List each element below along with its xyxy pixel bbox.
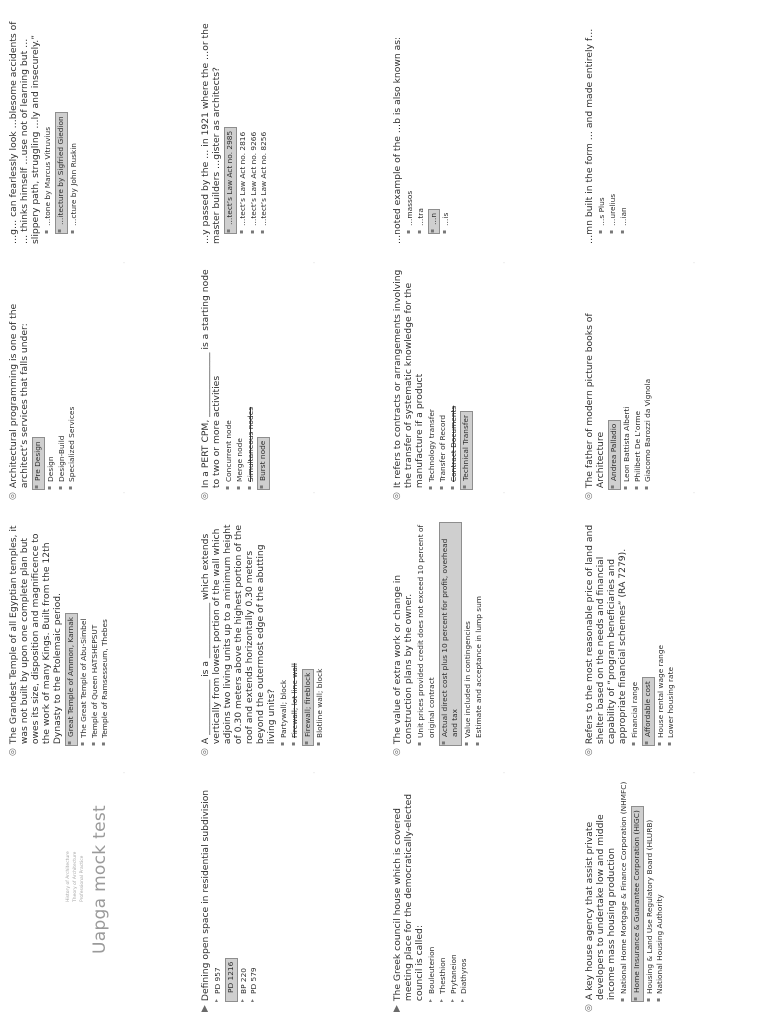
option-item: ▸ Prytaneion: [449, 778, 460, 1002]
target-bullet-icon: ◎: [8, 492, 18, 500]
options-list: [427, 778, 470, 1002]
option-item: ▪ Contract Documents: [449, 266, 460, 490]
subtitle-line: History of Architecture: [66, 851, 71, 902]
option-item: ▪ Value included in contingencies: [463, 522, 474, 746]
option-item: ▪ Blotline wall; block: [315, 522, 326, 746]
question-text: Refers to the most reasonable price of land and shelter based on the needs and financial capability of “program beneficiaries and appropriate financial schemes” (RA 7279).: [584, 524, 629, 745]
title-subtitles: [66, 851, 87, 902]
question-slide: [384, 512, 576, 768]
option-item: ▪ Design: [46, 266, 57, 490]
separator-dot: ·: [500, 771, 509, 774]
option-item: ▪ Temple of Ramsesseum, Thebes: [100, 522, 111, 746]
subtitle-line: Professional Practice: [79, 855, 85, 902]
separator-dot: ·: [310, 771, 319, 774]
option-item: ▪ Firewall; lot line wall: [290, 522, 301, 746]
option-item-answer: ▪ Pre Design: [32, 437, 45, 490]
title-slide: [0, 768, 192, 1024]
option-item: ▪ …tect’s Law Act no. 8256: [259, 10, 270, 234]
bullet-arrow-icon: ▶: [392, 1005, 402, 1012]
option-item: ▪ …tect’s Law Act no. 2816: [238, 10, 249, 234]
option-item: ▸ Thesthion: [438, 778, 449, 1002]
option-item: ▪ …cture by John Ruskin: [69, 10, 80, 234]
target-bullet-icon: ◎: [584, 1004, 594, 1012]
option-item-answer: ▪ …tect’s Law Act no. 2985: [224, 127, 237, 234]
option-item: ▪ Estimate and acceptance in lump sum: [474, 522, 485, 746]
question-text: The Greek council house which is covered meeting place for the democratically-elected council is called:: [392, 793, 426, 1002]
option-item: ▸ PD 579: [249, 778, 260, 1002]
options-list: [224, 10, 270, 234]
option-item: ▪ Merge node: [235, 266, 246, 490]
option-item: ▪ Temple of Queen HATSHEPSUT: [90, 522, 101, 746]
target-bullet-icon: ◎: [200, 492, 210, 500]
option-item: ▪ …massos: [405, 10, 416, 234]
option-item: ▪ Unit prices provided credit does not exceed 10 percent of original contract: [416, 522, 437, 746]
options-list: [630, 522, 677, 746]
options-list: [213, 778, 260, 1002]
option-item: ▸ BP 220: [239, 778, 250, 1002]
options-list: [279, 522, 326, 746]
option-item: ▪ Technology transfer: [427, 266, 438, 490]
page-title: Uapga mock test: [90, 805, 110, 954]
options-list: [416, 522, 484, 746]
option-item: ▪ National Housing Authority: [655, 778, 666, 1002]
option-item: ▪ Design-Build: [57, 266, 68, 490]
options-list: [32, 266, 78, 490]
option-item: ▪ The Great Temple of Abu-Simbel: [79, 522, 90, 746]
option-item: ▪ Giacomo Barozzi da Vignola: [643, 266, 654, 490]
option-item: ▪ Partywall; block: [279, 522, 290, 746]
option-item: ▪ National Home Mortgage & Finance Corporation (NHMFC): [619, 778, 630, 1002]
option-item: ▪ Financial range: [630, 522, 641, 746]
question-text: …mn built in the form … and made entirely f…: [584, 28, 595, 244]
option-item-answer: PD 1216: [225, 958, 238, 1002]
option-item: ▪ …tra: [416, 10, 427, 234]
question-text: A key house agency that assist private developers to undertake low and middle income mass housing production: [584, 814, 618, 1001]
target-bullet-icon: ◎: [392, 748, 402, 756]
options-list: [427, 266, 473, 490]
question-slide-partial: [384, 0, 576, 256]
option-item: ▪ Specialized Services: [67, 266, 78, 490]
question-text: The father of modern picture books of Architecture: [584, 313, 607, 489]
option-item-answer: ▪ Burst node: [257, 437, 270, 490]
options-list: [597, 10, 629, 234]
question-slide: [192, 512, 384, 768]
option-item: ▪ …s Plus: [597, 10, 608, 234]
separator-dot: ·: [500, 261, 509, 264]
option-item-answer: ▪ Andrea Palladio: [608, 420, 621, 490]
separator-dot: ·: [120, 771, 129, 774]
separator-dot: ·: [690, 261, 699, 264]
option-item: ▪ Simultaneous nodes: [246, 266, 257, 490]
option-item-answer: ▪ …n: [428, 209, 441, 234]
separator-dot: ·: [310, 491, 319, 494]
option-item: ▪ …is: [441, 10, 452, 234]
question-text: The Grandest Temple of all Egyptian temples, it was not built by upon one complete plan but owes its size, disposition and magnificence to the work of many Kings. Built from the 12th Dynasty to the Ptolemaic period.: [8, 525, 64, 745]
options-list: [43, 10, 79, 234]
target-bullet-icon: ◎: [584, 748, 594, 756]
options-list: [224, 266, 270, 490]
question-text: Architectural programming is one of the architect’s services that falls under:: [8, 303, 31, 489]
option-item-answer: ▪ Affordable cost: [642, 677, 655, 746]
option-item: ▪ Leon Battista Alberti: [622, 266, 633, 490]
question-slide: [576, 768, 768, 1024]
question-text: …y passed by the … in 1921 where the …or the master builders …gister as architects?: [200, 23, 223, 244]
option-item: ▪ Concurrent node: [224, 266, 235, 490]
option-item-answer: ▪ Firewall; fireblock: [302, 669, 315, 746]
question-text: …g… can fearlessly look …blesome accidents of … thinks himself …use not of learning but …slippery path, struggling …ly and insecurely.”: [8, 21, 42, 244]
option-item-answer: ▪ Actual direct cost plus 10 percent for profit, overhead and tax: [439, 522, 462, 746]
question-text: It refers to contracts or arrangements involving the transfer of systematic knowledge for the manufacture if a product: [392, 269, 426, 489]
option-item: ▪ …urelius: [608, 10, 619, 234]
question-slide: [192, 256, 384, 512]
question-slide: [0, 256, 192, 512]
question-slide-partial: [0, 0, 192, 256]
question-slide: [576, 512, 768, 768]
options-list: [619, 778, 666, 1002]
question-text: Defining open space in residential subdivision: [200, 789, 211, 1002]
target-bullet-icon: ◎: [392, 492, 402, 500]
option-item: ▪ …tone by Marcus Vitruvius: [43, 10, 54, 234]
option-item-answer: ▪ Technical Transfer: [460, 411, 473, 490]
option-item-answer: ▪ Home Insurance & Guarantee Corporation (HIGC): [631, 806, 644, 1002]
options-list: [608, 266, 654, 490]
question-text: A ____________ is a ____________ which extends vertically from lowest portion of the wall which adjoins two living units up to a minimum height of 0.30 meters above the highest portion of the roof and extends horizontally 0.30 meters beyond the outermost edge of the abutting living units?: [200, 524, 278, 745]
target-bullet-icon: ◎: [200, 748, 210, 756]
option-item-answer: ▪ Great Temple of Ammon, Karnak: [65, 613, 78, 746]
option-item: ▸ Diathyros: [459, 778, 470, 1002]
question-slide-partial: [576, 0, 768, 256]
separator-dot: ·: [310, 261, 319, 264]
option-item: ▸ Bouleuterion: [427, 778, 438, 1002]
option-item: ▪ …ian: [619, 10, 630, 234]
option-item: ▸ PD 957: [213, 778, 224, 1002]
target-bullet-icon: ◎: [584, 492, 594, 500]
option-item: ▪ Transfer of Record: [438, 266, 449, 490]
subtitle-line: Theory of Architecture: [72, 851, 78, 902]
option-item: ▪ House rental wage range: [656, 522, 667, 746]
question-text: …noted example of the …b is also known as:: [392, 36, 403, 244]
option-item: ▪ Housing & Land Use Regulatory Board (HLURB): [645, 778, 656, 1002]
question-text: In a PERT CPM, ______________ is a starting node to two or more activities: [200, 269, 223, 489]
options-list: [65, 522, 111, 746]
options-list: [405, 10, 452, 234]
question-slide: [192, 768, 384, 1024]
question-slide: [0, 512, 192, 768]
question-slide: [384, 256, 576, 512]
bullet-arrow-icon: ▶: [200, 1005, 210, 1012]
separator-dot: ·: [120, 261, 129, 264]
question-slide: [576, 256, 768, 512]
question-slide-partial: [192, 0, 384, 256]
separator-dot: ·: [690, 771, 699, 774]
question-slide: [384, 768, 576, 1024]
target-bullet-icon: ◎: [8, 748, 18, 756]
option-item: ▪ …tect’s Law Act no. 9266: [249, 10, 260, 234]
option-item-answer: ▪ …itecture by Sigfried Giedion: [55, 112, 68, 234]
option-item: ▪ Lower housing rate: [666, 522, 677, 746]
option-item: ▪ Philibert De L’orme: [633, 266, 644, 490]
question-text: The value of extra work or change in construction plans by the owner.: [392, 574, 415, 745]
separator-dot: ·: [120, 491, 129, 494]
separator-dot: ·: [500, 491, 509, 494]
separator-dot: ·: [690, 491, 699, 494]
